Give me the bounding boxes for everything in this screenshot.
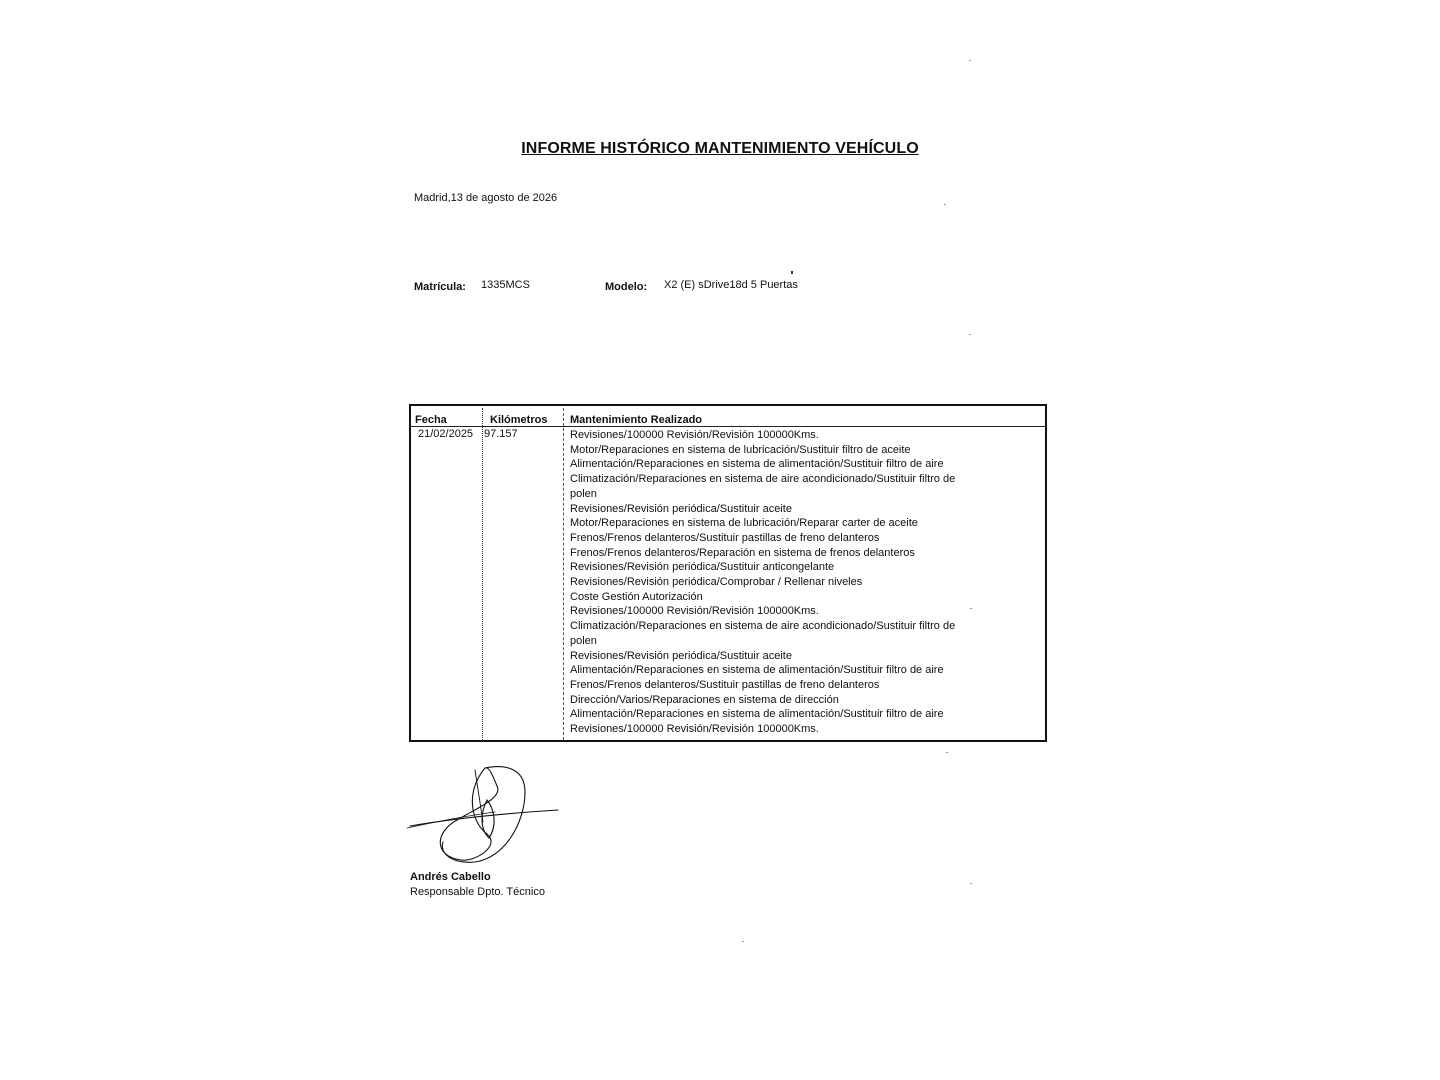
- cell-km: 97.157: [484, 428, 518, 440]
- vehicle-model: [605, 281, 647, 293]
- maintenance-line: Climatización/Reparaciones en sistema de aire acondicionado/Sustituir filtro de: [570, 620, 956, 633]
- maintenance-line: Frenos/Frenos delanteros/Sustituir pastillas de freno delanteros: [570, 678, 880, 691]
- header-fecha: Fecha: [415, 414, 447, 426]
- plate-value: 1335MCS: [481, 279, 530, 291]
- maintenance-line: Coste Gestión Autorización: [570, 590, 703, 603]
- maintenance-table: [409, 404, 1047, 742]
- header-km: Kilómetros: [490, 414, 548, 426]
- maintenance-line: Motor/Reparaciones en sistema de lubricación/Reparar carter de aceite: [570, 517, 918, 530]
- cell-fecha: 21/02/2025: [418, 428, 474, 440]
- vehicle-plate: [414, 281, 466, 293]
- maintenance-line: Climatización/Reparaciones en sistema de aire acondicionado/Sustituir filtro de: [570, 473, 956, 486]
- model-value: X2 (E) sDrive18d 5 Puertas: [664, 279, 798, 291]
- maintenance-line: Revisiones/Revisión periódica/Sustituir anticongelante: [570, 561, 835, 574]
- handwritten-signature: [405, 762, 565, 872]
- scan-speck: [969, 334, 971, 335]
- place-date: Madrid,13 de agosto de 2026: [414, 192, 558, 204]
- scan-speck: [791, 271, 793, 274]
- document-title: INFORME HISTÓRICO MANTENIMIENTO VEHÍCULO: [521, 140, 919, 157]
- maintenance-line: Revisiones/100000 Revisión/Revisión 100000Kms.: [570, 605, 819, 618]
- maintenance-line: polen: [570, 634, 597, 647]
- maintenance-list: [570, 428, 970, 737]
- header-maintenance: Mantenimiento Realizado: [570, 414, 703, 426]
- scan-speck: [944, 204, 946, 205]
- maintenance-line: Alimentación/Reparaciones en sistema de alimentación/Sustituir filtro de aire: [570, 664, 944, 677]
- scan-speck: [742, 941, 744, 942]
- maintenance-line: Alimentación/Reparaciones en sistema de alimentación/Sustituir filtro de aire: [570, 458, 944, 471]
- header-divider: [411, 426, 1045, 427]
- maintenance-line: Alimentación/Reparaciones en sistema de alimentación/Sustituir filtro de aire: [570, 708, 944, 721]
- column-divider: [482, 408, 483, 740]
- signer-role: Responsable Dpto. Técnico: [410, 886, 545, 898]
- maintenance-line: Frenos/Frenos delanteros/Sustituir pastillas de freno delanteros: [570, 531, 880, 544]
- maintenance-line: Revisiones/Revisión periódica/Comprobar / Rellenar niveles: [570, 576, 863, 589]
- scan-speck: [970, 883, 972, 884]
- maintenance-line: Revisiones/Revisión periódica/Sustituir aceite: [570, 649, 792, 662]
- plate-label: Matrícula:: [414, 281, 466, 293]
- maintenance-line: Revisiones/100000 Revisión/Revisión 100000Kms.: [570, 429, 819, 441]
- maintenance-line: polen: [570, 487, 597, 500]
- maintenance-line: Dirección/Varios/Reparaciones en sistema de dirección: [570, 693, 839, 706]
- scan-speck: [970, 608, 972, 609]
- scan-speck: [946, 752, 948, 753]
- maintenance-line: Frenos/Frenos delanteros/Reparación en sistema de frenos delanteros: [570, 546, 915, 559]
- maintenance-line: Motor/Reparaciones en sistema de lubricación/Sustituir filtro de aceite: [570, 443, 911, 456]
- signer-name: Andrés Cabello: [410, 871, 491, 883]
- model-label: Modelo:: [605, 281, 648, 293]
- scan-speck: [969, 60, 971, 61]
- maintenance-line: Revisiones/100000 Revisión/Revisión 100000Kms.: [570, 723, 819, 736]
- column-divider: [563, 408, 564, 740]
- maintenance-line: Revisiones/Revisión periódica/Sustituir aceite: [570, 502, 792, 515]
